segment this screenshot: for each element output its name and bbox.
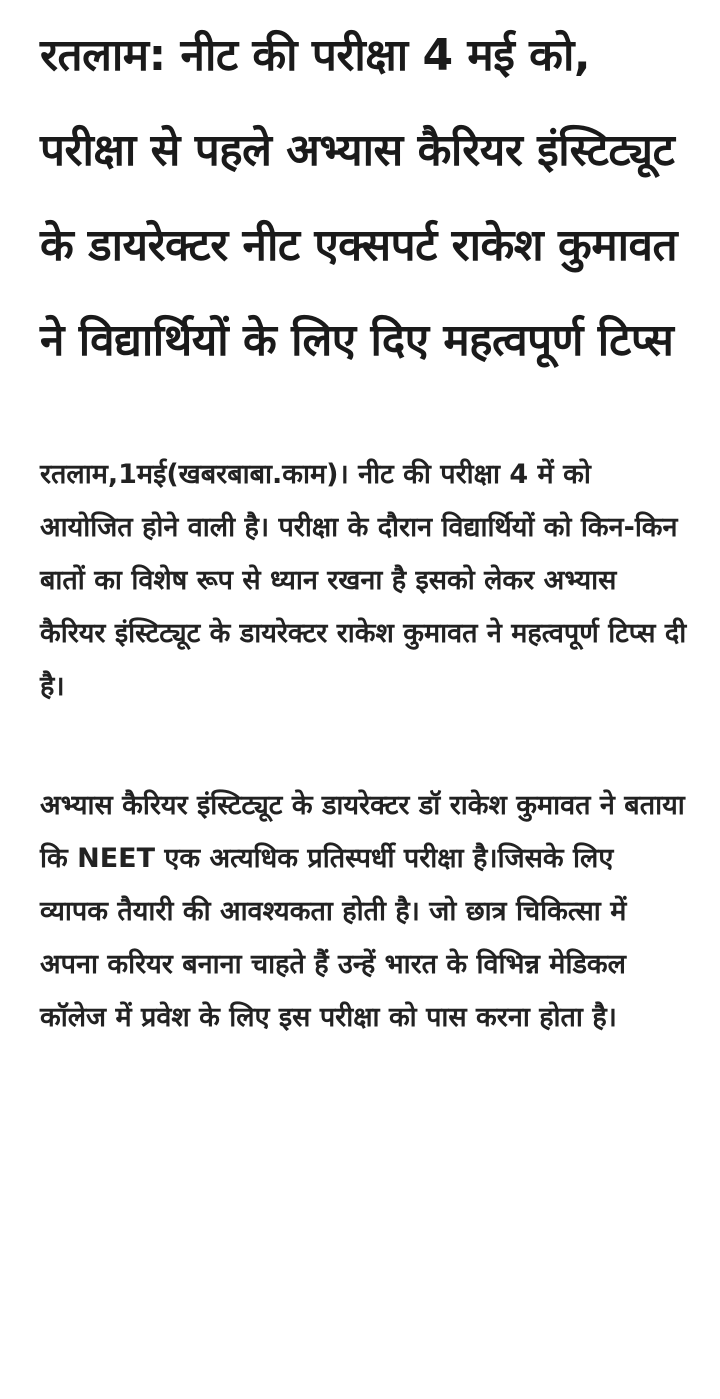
article-paragraph-details: अभ्यास कैरियर इंस्टिट्यूट के डायरेक्टर डॉ राकेश कुमावत ने बताया कि NEET एक अत्यधिक प्रतिस्पर्धी परीक्षा है।जिसके लिए व्यापक तैयारी की आवश्यकता होती है। जो छात्र चिकित्सा में अपना करियर बनाना चाहते हैं उन्हें भारत के विभिन्न मेडिकल कॉलेज में प्रवेश के लिए इस परीक्षा को पास करना होता है। bbox=[40, 790, 685, 1033]
article-headline: रतलाम: नीट की परीक्षा 4 मई को, परीक्षा से पहले अभ्यास कैरियर इंस्टिट्यूट के डायरेक्टर नीट एक्सपर्ट राकेश कुमावत ने विद्यार्थियों के लिए दिए महत्वपूर्ण टिप्स bbox=[40, 30, 678, 366]
article-paragraph-intro: रतलाम,1मई(खबरबाबा.काम)। नीट की परीक्षा 4 में को आयोजित होने वाली है। परीक्षा के दौरान विद्यार्थियों को किन-किन बातों का विशेष रूप से ध्यान रखना है इसको लेकर अभ्यास कैरियर इंस्टिट्यूट के डायरेक्टर राकेश कुमावत ने महत्वपूर्ण टिप्स दी है। bbox=[40, 459, 687, 702]
news-article bbox=[40, 0, 690, 1044]
